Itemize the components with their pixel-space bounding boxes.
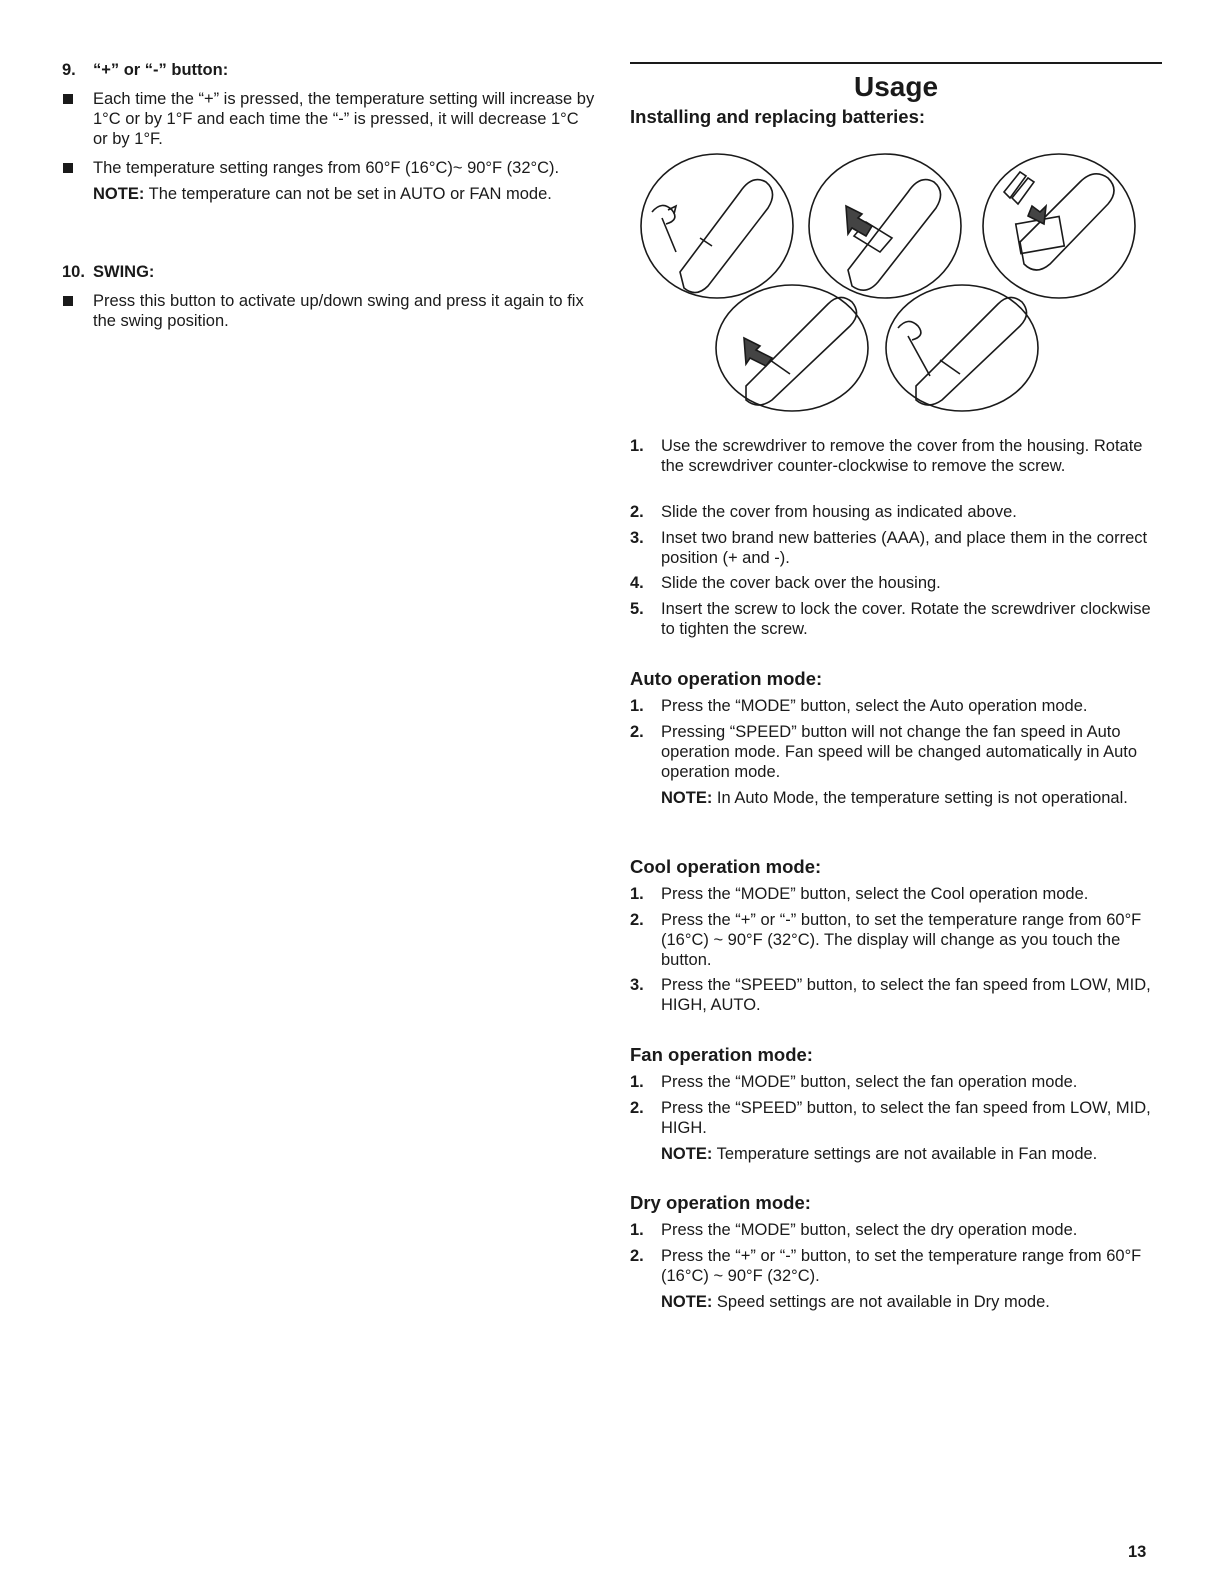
step-number: 2.	[630, 723, 644, 741]
step-number: 1.	[630, 885, 644, 903]
bullet-square-icon	[63, 94, 73, 104]
bullet-text: Each time the “+” is pressed, the temperature setting will increase by 1°C or by 1°F and each time the “-” is pressed, it will decrease 1°C or by 1°F.	[93, 90, 595, 148]
step3-illustration	[983, 154, 1135, 298]
list-item	[630, 1098, 1162, 1164]
note	[93, 184, 597, 204]
step-text: Press the “SPEED” button, to select the fan speed from LOW, MID, HIGH.	[661, 1099, 1151, 1137]
dry-mode-heading: Dry operation mode:	[630, 1192, 811, 1213]
step-number: 3.	[630, 529, 644, 547]
note-label: NOTE:	[661, 1145, 713, 1163]
step-number: 2.	[630, 503, 644, 521]
step4-illustration	[716, 285, 868, 411]
step-text: Insert the screw to lock the cover. Rotate the screwdriver clockwise to tighten the screw.	[661, 600, 1151, 638]
page-title: Usage	[853, 71, 939, 102]
fan-mode-heading: Fan operation mode:	[630, 1044, 813, 1065]
item10-heading	[62, 262, 154, 282]
list-item	[630, 1072, 1162, 1092]
list-item	[630, 975, 1162, 1015]
note-label: NOTE:	[661, 789, 713, 807]
step-text: Press the “MODE” button, select the fan operation mode.	[661, 1073, 1078, 1091]
note-label: NOTE:	[93, 185, 145, 203]
section-rule	[630, 62, 1162, 64]
step-number: 2.	[630, 911, 644, 929]
list-item	[630, 884, 1162, 904]
list-item	[630, 528, 1162, 568]
step-text: Use the screwdriver to remove the cover from the housing. Rotate the screwdriver counter-clockwise to remove the screw.	[661, 437, 1143, 475]
list-item	[62, 291, 597, 331]
bullet-square-icon	[63, 296, 73, 306]
step-number: 2.	[630, 1247, 644, 1265]
item10-title: SWING:	[93, 263, 155, 281]
list-item	[630, 1220, 1162, 1240]
step-text: Inset two brand new batteries (AAA), and place them in the correct position (+ and -).	[661, 529, 1148, 567]
step5-illustration	[886, 285, 1038, 411]
step-number: 1.	[630, 1073, 644, 1091]
list-item	[630, 599, 1162, 639]
step1-illustration	[641, 154, 793, 298]
bullet-text: Press this button to activate up/down swing and press it again to fix the swing position.	[93, 292, 584, 330]
item10-number: 10.	[62, 263, 85, 281]
cool-mode-heading: Cool operation mode:	[630, 856, 822, 877]
note	[661, 1292, 1162, 1312]
list-item	[630, 1246, 1162, 1312]
step-text: Press the “+” or “-” button, to set the temperature range from 60°F (16°C) ~ 90°F (32°C). The display will change as you touch the button.	[661, 911, 1142, 969]
step-text: Press the “MODE” button, select the Auto operation mode.	[661, 697, 1088, 715]
note	[661, 1144, 1162, 1164]
item9-heading	[62, 60, 228, 80]
step-text: Press the “MODE” button, select the dry operation mode.	[661, 1221, 1078, 1239]
note-text: Temperature settings are not available in Fan mode.	[712, 1145, 1098, 1163]
item9-title: “+” or “-” button:	[93, 61, 229, 79]
step2-illustration	[809, 154, 961, 298]
list-item	[630, 722, 1162, 808]
list-item	[630, 436, 1162, 476]
bullet-square-icon	[63, 163, 73, 173]
step-text: Press the “SPEED” button, to select the fan speed from LOW, MID, HIGH, AUTO.	[661, 976, 1151, 1014]
list-item	[62, 158, 597, 204]
step-number: 2.	[630, 1099, 644, 1117]
step-number: 1.	[630, 437, 644, 455]
item9-number: 9.	[62, 61, 76, 79]
page-number: 13	[1128, 1543, 1147, 1561]
note-text: The temperature can not be set in AUTO or FAN mode.	[144, 185, 552, 203]
step-text: Slide the cover back over the housing.	[661, 574, 941, 592]
step-number: 1.	[630, 1221, 644, 1239]
step-number: 3.	[630, 976, 644, 994]
list-item	[62, 89, 597, 149]
step-text: Press the “+” or “-” button, to set the temperature range from 60°F (16°C) ~ 90°F (32°C).	[661, 1247, 1142, 1285]
remote-battery-illustration	[640, 152, 1150, 414]
note-text: Speed settings are not available in Dry mode.	[712, 1293, 1050, 1311]
step-text: Slide the cover from housing as indicated above.	[661, 503, 1017, 521]
step-number: 4.	[630, 574, 644, 592]
step-number: 1.	[630, 697, 644, 715]
list-item	[630, 502, 1162, 522]
step-number: 5.	[630, 600, 644, 618]
list-item	[630, 910, 1162, 970]
note-label: NOTE:	[661, 1293, 713, 1311]
step-text: Pressing “SPEED” button will not change the fan speed in Auto operation mode. Fan speed will be changed automatically in Auto operation mode.	[661, 723, 1138, 781]
auto-mode-heading: Auto operation mode:	[630, 668, 823, 689]
note-text: In Auto Mode, the temperature setting is not operational.	[712, 789, 1128, 807]
step-text: Press the “MODE” button, select the Cool operation mode.	[661, 885, 1089, 903]
list-item	[630, 696, 1162, 716]
list-item	[630, 573, 1162, 593]
note	[661, 788, 1162, 808]
batteries-heading: Installing and replacing batteries:	[630, 106, 926, 127]
bullet-text: The temperature setting ranges from 60°F (16°C)~ 90°F (32°C).	[93, 159, 560, 177]
